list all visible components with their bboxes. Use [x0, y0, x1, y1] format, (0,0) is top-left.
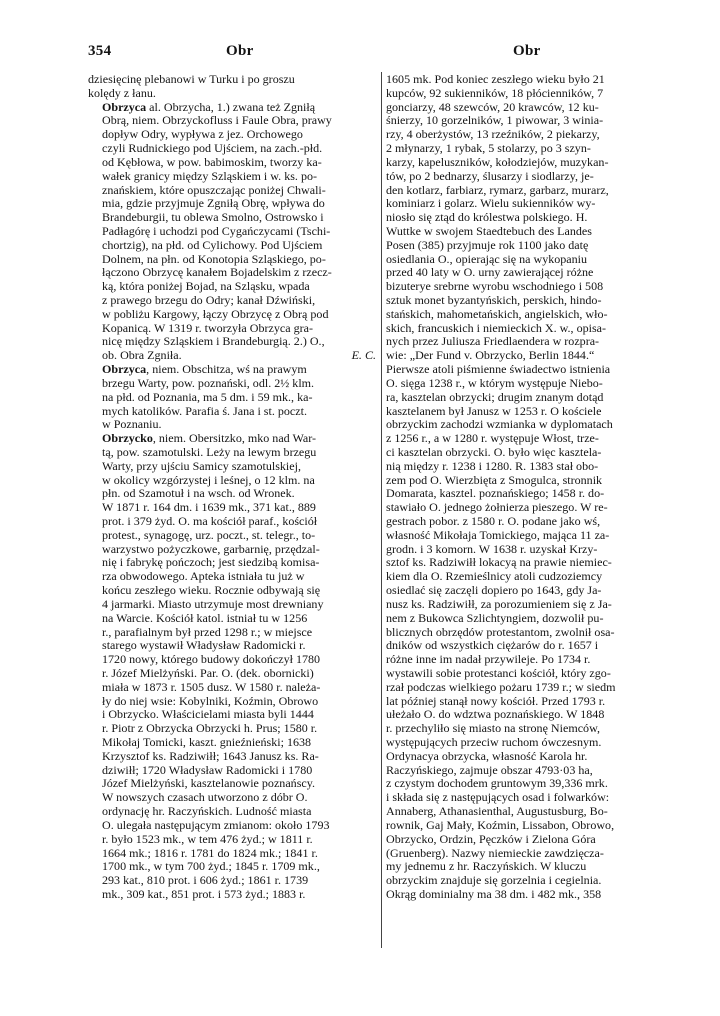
text-line: Wuttke w swojem Staedtebuch des Landes [386, 224, 592, 238]
text-line: ły do niej wsie: Kobylniki, Koźmin, Obrowo [102, 694, 319, 708]
text-line: miała w 1873 r. 1505 dusz. W 1580 r. należa- [102, 680, 321, 694]
text-line: Krzysztof ks. Radziwiłł; 1643 Janusz ks. Ra- [102, 749, 319, 763]
text-line: rzał podczas wielkiego pożaru 1739 r.; w siedm [386, 680, 616, 694]
text-line: W nowszych czasach utworzono z dóbr O. [102, 791, 308, 805]
text-line: gestrach pobor. z 1580 r. O. podane jako wś, [386, 515, 601, 528]
text-line: r. Józef Mielżyński. Par. O. (dek. obornicki) [102, 666, 314, 680]
text-line: Domarata, kasztel. poznańskiego; 1458 r. do- [386, 487, 605, 501]
author-signature: E. C. [351, 349, 376, 363]
text-line: ułeżało O. do wdztwa poznańskiego. W 1848 [386, 708, 605, 722]
text-line: rownik, Gaj Mały, Koźmin, Lissabon, Obrowo, [386, 818, 615, 832]
text-line: Okrąg dominialny ma 38 dm. i 482 mk., 358 [386, 887, 602, 901]
text-line: Mikołaj Tomicki, kaszt. gnieźnieński; 1638 [102, 736, 312, 749]
text-line: kupców, 92 sukienników, 18 płócienników, 7 [386, 86, 604, 100]
right-column [386, 73, 672, 902]
dictionary-entry [88, 432, 376, 902]
text-line [88, 363, 376, 377]
text-line: sztuk monet byzantyńskich, perskich, hindo- [386, 294, 602, 307]
text-line: Kopanicą. W 1319 r. tworzyła Obrzyca gra- [102, 321, 313, 335]
text-line: nem z Bukowca Szlichtyngiem, dozwolił pu- [386, 611, 604, 625]
text-line: mk., 309 kat., 851 prot. i 573 żyd.; 1883 r. [102, 887, 306, 901]
text-line: r. Piotr z Obrzycka Obrzycki h. Prus; 1580 r. [102, 722, 318, 736]
text-line: ra, kasztelan obrzycki; drugim znanym dotąd [386, 390, 604, 404]
text-line: w Poznaniu. [102, 418, 162, 432]
text-line: 1700 mk., w tym 700 żyd.; 1845 r. 1709 mk., [102, 860, 320, 874]
entry-text: , niem. Obersitzko, mko nad War- [152, 432, 317, 446]
text-line: 1605 mk. Pod koniec zeszłego wieku było 21 [386, 73, 605, 86]
text-line: dników od wszystkich ciężarów do r. 1657 i [386, 639, 599, 653]
text-line: skich, francuskich i niemieckich X. w., opisa- [386, 321, 607, 335]
text-line: stawiało O. jednego żołnierza pieszego. W re- [386, 501, 608, 515]
text-line: na płd. od Poznania, ma 5 dm. i 59 mk., ka- [102, 390, 313, 404]
text-line: Brandeburgii, tu oblewa Smolno, Ostrowsko i [102, 211, 324, 225]
dictionary-entry [88, 363, 376, 432]
text-line: kasztelanem był Janusz w 1253 r. O kościele [386, 404, 602, 418]
entry-headword: Obrzyca [102, 100, 147, 114]
entry-text: , niem. Obschitza, wś na prawym [146, 363, 307, 377]
text-line: Obrzycko, Ordzin, Pęczków i Zielona Góra [386, 832, 596, 846]
text-line: O. ulegała następującym zmianom: około 1793 [102, 818, 330, 832]
text-line: ordynację hr. Raczyńskich. Ludność miasta [102, 805, 312, 819]
text-line: dziesięcinę plebanowi w Turku i po groszu [88, 73, 295, 86]
text-line: z czystym dochodem gruntowym 39,336 mrk. [386, 777, 608, 791]
text-line: 1720 nowy, którego budowy dokończył 1780 [102, 653, 321, 667]
text-line: O. sięga 1238 r., w którym występuje Niebo- [386, 376, 603, 390]
text-line: Annaberg, Athanasienthal, Augustusburg, Bo- [386, 805, 608, 819]
text-line: nych przez Juliusza Friedlaendera w rozpra- [386, 335, 600, 349]
text-line: blicznych obrzędów protestantom, zwolnił osa- [386, 625, 615, 639]
text-line: i składa się z następujących osad i folwarków: [386, 791, 610, 805]
left-column [88, 73, 376, 902]
entry-text: ob. Obra Zgniła. [102, 349, 182, 363]
text-line: z 1256 r., a w 1280 r. występuje Włost, trze- [386, 432, 599, 446]
text-line: znańskiem, które opuszczając poniżej Chwali- [102, 183, 326, 197]
text-line: den kotlarz, farbiarz, rymarz, garbarz, murarz, [386, 183, 609, 197]
entry-text: al. Obrzycha, 1.) zwana też Zgniłą [146, 100, 316, 114]
text-line: warzystwo pożyczkowe, garbarnię, przędzal- [102, 542, 320, 556]
text-line: śnierzy, 10 gorzelników, 1 piwowar, 3 winia- [386, 114, 604, 128]
text-line: tą, pow. szamotulski. Leży na lewym brzegu [102, 445, 317, 459]
text-line: nusz ks. Radziwiłł, za porozumieniem się z Ja- [386, 597, 612, 611]
text-line: obrzyckim zachodzi wzmianka w dyplomatach [386, 418, 613, 432]
text-line: tów, po 2 bednarzy, ślusarzy i siodlarzy, je- [386, 169, 594, 183]
text-line: Dolnem, na płn. od Konotopia Szląskiego, po- [102, 252, 326, 266]
text-line: starego wystawił Władysław Radomicki r. [102, 639, 306, 653]
text-line: niosło się ztąd do królestwa polskiego. H. [386, 211, 588, 225]
text-line: Ordynacya obrzycka, własność Karola hr. [386, 749, 588, 763]
text-line: od Kębłowa, w pow. babimoskim, tworzy ka- [102, 155, 322, 169]
text-line: dopływ Odry, wypływa z jez. Orchowego [102, 128, 303, 142]
text-line: wałek granicy między Szląskiem i w. ks. po- [102, 169, 318, 183]
text-line [88, 101, 376, 115]
text-line: ką, która poniżej Bojad, na Szląsku, wpada [102, 280, 310, 294]
text-line: protest., synagogę, urz. poczt., st. telegr., to- [102, 528, 316, 542]
text-line: występujących przeciw ruchom ówczesnym. [386, 736, 602, 749]
text-line [88, 432, 376, 446]
text-line: na Warcie. Kościół katol. istniał tu w 1256 [102, 611, 308, 625]
text-line: chortzig), na płd. od Cylichowy. Pod Ujściem [102, 238, 323, 252]
text-line: gonciarzy, 48 szewców, 20 krawców, 12 ku- [386, 100, 599, 114]
text-line: Józef Mielżyński, kasztelanowie poznańscy. [102, 777, 315, 791]
text-line: bizuterye srebrne wyrobu wschodniego i 508 [386, 280, 604, 294]
text-line: stańskich, mahometańskich, angielskich, wło- [386, 307, 608, 321]
text-line: rza obwodowego. Apteka istniała tu już w [102, 570, 305, 584]
text-line: ci kasztelan obrzycki. O. było więc kasztela- [386, 445, 602, 459]
running-head-left: Obr [226, 43, 254, 59]
text-line: Posen (385) przyjmuje rok 1100 jako datę [386, 238, 589, 252]
text-line: wystawili sobie protestanci kościół, który zgo- [386, 666, 611, 680]
text-line: Obrą, niem. Obrzyckofluss i Faule Obra, prawy [102, 114, 332, 128]
text-line: nicę między Szląskiem i Brandeburgią. 2.) O., [102, 335, 325, 349]
text-line: czyli Rudnickiego pod Ujściem, na zach.-płd. [102, 142, 323, 156]
column-divider [381, 72, 382, 948]
text-line: grodn. i 3 komorn. W 1638 r. uzyskał Krzy- [386, 542, 598, 556]
text-line: różne inne im nadał przywileje. Po 1734 r. [386, 653, 591, 667]
running-head-right: Obr [513, 43, 541, 59]
text-line: r. przechyliło się miasto na stronę Niemców, [386, 722, 600, 736]
text-line: i Obrzycko. Właścicielami miasta byli 1444 [102, 708, 314, 722]
text-line: kolędy z łanu. [88, 86, 156, 100]
text-line: rzy, 4 oberżystów, 13 rzeźników, 2 piekarzy, [386, 128, 600, 142]
text-line: Padłagórę i uchodzi pod Cygańczycami (Tschi- [102, 224, 331, 238]
dictionary-entry [88, 101, 376, 363]
entry-headword: Obrzycko [102, 432, 153, 446]
text-line: z prawego brzegu do Odry; kanał Dźwiński, [102, 294, 316, 307]
text-line: Pierwsze atoli piśmienne świadectwo istnienia [386, 363, 611, 377]
text-line: w pobliżu Kargowy, łączy Obrzycę z Obrą pod [102, 307, 329, 321]
text-line: 293 kat., 810 prot. i 606 żyd.; 1861 r. 1739 [102, 874, 309, 888]
text-line: 1664 mk.; 1816 r. 1781 do 1824 mk.; 1841 r. [102, 846, 318, 860]
text-line: nią między r. 1238 i 1280. R. 1383 stał obo- [386, 459, 599, 473]
entry-headword: Obrzyca [102, 363, 147, 377]
text-line: brzegu Warty, pow. poznański, odl. 2½ klm. [102, 376, 315, 390]
text-line: łączono Obrzycę kanałem Bojadelskim z rzecz- [102, 266, 332, 280]
continued-text [88, 73, 376, 101]
text-line: W 1871 r. 164 dm. i 1639 mk., 371 kat., 889 [102, 501, 316, 515]
text-line: karzy, kapeluszników, kołodziejów, muzykan- [386, 155, 609, 169]
text-line: r. było 1523 mk., w tem 476 żyd.; w 1811 r. [102, 832, 313, 846]
text-line: mych katolików. Parafia ś. Jana i st. poczt. [102, 404, 307, 418]
text-line: kiem dla O. Rzemieślnicy atoli cudzoziemcy [386, 570, 603, 584]
text-line: zem pod O. Wierzbięta z Smogulca, stronnik [386, 473, 603, 487]
text-line: kominiarz i golarz. Wielu sukienników wy- [386, 197, 596, 211]
text-line: dziwiłł; 1720 Władysław Radomicki i 1780 [102, 763, 313, 777]
text-line: 2 młynarzy, 1 rybak, 5 stolarzy, po 3 szyn- [386, 142, 591, 156]
text-line: 4 jarmarki. Miasto utrzymuje most drewniany [102, 597, 324, 611]
text-line: wie: „Der Fund v. Obrzycko, Berlin 1844.“ [386, 349, 595, 363]
text-line: Raczyńskiego, zajmuje obszar 4793·03 ha, [386, 763, 593, 777]
text-line: sztof ks. Radziwiłł lokacyą na prawie niemiec- [386, 556, 612, 570]
text-line: płn. od Szamotuł i na wsch. od Wronek. [102, 487, 295, 501]
text-line: prot. i 379 żyd. O. ma kościół paraf., kościół [102, 515, 318, 528]
text-line: przed 40 laty w O. urny zawierającej różne [386, 266, 594, 280]
text-line: Warty, przy ujściu Samicy szamotulskiej, [102, 459, 301, 473]
text-line: r., parafialnym był przed 1298 r.; w miejsce [102, 625, 313, 639]
text-line: (Gruenberg). Nazwy niemieckie zawdzięcza- [386, 846, 604, 860]
text-line: nię i fabrykę pończoch; jest siedzibą komisa- [102, 556, 320, 570]
text-line: osiedlać się zaczęli dopiero po 1643, gdy Ja- [386, 584, 602, 598]
text-line [88, 349, 376, 363]
text-line: obrzyckim znajduje się gorzelnia i cegielnia. [386, 874, 602, 888]
text-line: własność Mikołaja Tomickiego, mająca 11 za- [386, 528, 610, 542]
text-line: końcu zeszłego wieku. Rocznie odbywają się [102, 584, 321, 598]
text-line: lat później stanął nowy kościół. Przed 1793 r. [386, 694, 606, 708]
text-line: osiedlania O., opierając się na wykopaniu [386, 252, 588, 266]
text-line: my jednemu z hr. Raczyńskich. W kluczu [386, 860, 587, 874]
text-line: mia, gdzie przyjmuje Zgniłą Obrę, wpływa do [102, 197, 325, 211]
text-line: w okolicy wzgórzystej i leśnej, o 12 klm. na [102, 473, 315, 487]
page-number: 354 [88, 43, 112, 59]
